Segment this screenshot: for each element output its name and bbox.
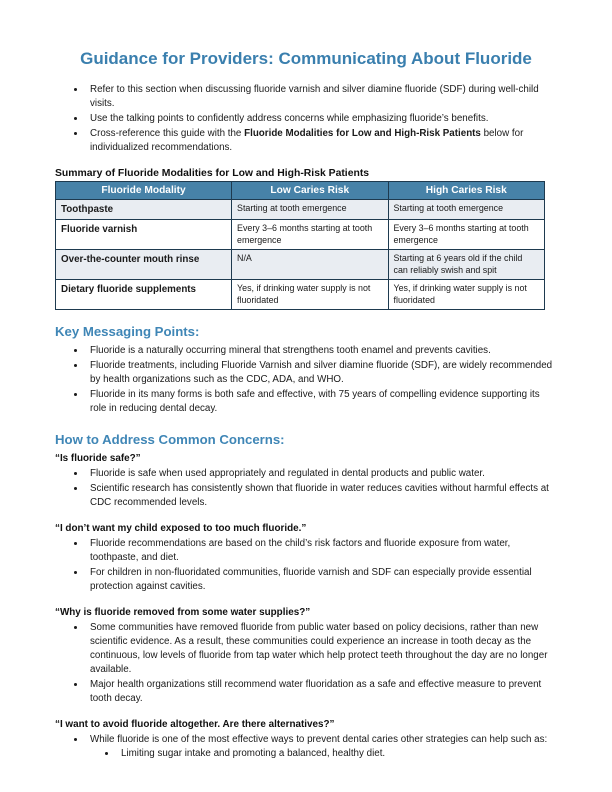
column-header-low-caries-risk: Low Caries Risk	[232, 182, 388, 200]
low-risk-cell: Every 3–6 months starting at tooth emergence	[232, 220, 388, 250]
concern-question: “Why is fluoride removed from some water supplies?”	[55, 606, 311, 618]
concern-answer-bullet: • For children in non-fluoridated communities, fluoride varnish and SDF can especially provide essential protection against cavities.	[86, 566, 557, 594]
concern-answer-text: While fluoride is one of the most effective ways to prevent dental caries other strategies can help such as:	[90, 733, 548, 745]
low-risk-cell: Starting at tooth emergence	[232, 200, 388, 220]
alternative-sub-bullet: • Limiting sugar intake and promoting a balanced, healthy diet.	[117, 747, 557, 761]
page-title: Guidance for Providers: Communicating About Fluoride	[80, 49, 532, 68]
key-messaging-bullet-list	[55, 344, 557, 416]
low-risk-cell: Yes, if drinking water supply is not fluoridated	[232, 280, 388, 310]
column-header-fluoride-modality: Fluoride Modality	[56, 182, 232, 200]
section-heading-key-messaging-points: Key Messaging Points:	[55, 324, 200, 340]
intro-bullet-text: Cross-reference this guide with the	[90, 128, 245, 140]
intro-bullet-text: below for individualized recommendations.	[90, 128, 524, 154]
concern-answer-bullet: • Scientific research has consistently shown that fluoride in water reduces cavities without harmful effects at CDC recommended levels.	[86, 482, 557, 510]
concern-answer-bullet: • Fluoride is safe when used appropriately and regulated in dental products and public water.	[86, 467, 557, 481]
concern-answer-bullet: • Some communities have removed fluoride from public water based on policy decisions, rather than new scientific evidence. As a result, these communities could experience an increase in tooth decay as the continuous, low levels of fluoride from tap water which help protect teeth throughout the day are no longer available.	[86, 621, 557, 677]
table-header-row	[56, 182, 545, 200]
table-row	[56, 200, 545, 220]
table-row	[56, 220, 545, 250]
high-risk-cell: Starting at tooth emergence	[388, 200, 545, 220]
intro-bullet: • Refer to this section when discussing fluoride varnish and silver diamine fluoride (SDF) during well-child visits.	[86, 83, 557, 111]
modality-cell: Dietary fluoride supplements	[56, 280, 232, 310]
concern-question: “I don’t want my child exposed to too much fluoride.”	[55, 522, 307, 534]
concern-question: “I want to avoid fluoride altogether. Are there alternatives?”	[55, 718, 335, 730]
fluoride-modalities-table	[55, 181, 545, 310]
cross-reference-emphasis: Fluoride Modalities for Low and High-Risk Patients	[244, 128, 481, 140]
column-header-high-caries-risk: High Caries Risk	[388, 182, 545, 200]
concern-answer-bullet	[86, 733, 557, 761]
concern-answer-list	[55, 537, 557, 594]
key-message-bullet: • Fluoride treatments, including Fluoride Varnish and silver diamine fluoride (SDF), are widely recommended by health organizations such as the CDC, ADA, and WHO.	[86, 359, 557, 387]
high-risk-cell: Yes, if drinking water supply is not fluoridated	[388, 280, 545, 310]
high-risk-cell: Every 3–6 months starting at tooth emergence	[388, 220, 545, 250]
intro-bullet: • Use the talking points to confidently address concerns while emphasizing fluoride’s benefits.	[86, 112, 557, 126]
alternatives-sub-list	[90, 747, 557, 761]
concern-question: “Is fluoride safe?”	[55, 452, 141, 464]
concern-answer-bullet: • Major health organizations still recommend water fluoridation as a safe and effective measure to prevent tooth decay.	[86, 678, 557, 706]
intro-bullet	[86, 127, 557, 155]
concern-answer-list	[55, 467, 557, 510]
section-heading-how-to-address-common-concerns: How to Address Common Concerns:	[55, 432, 285, 448]
table-row	[56, 280, 545, 310]
concern-answer-list	[55, 733, 557, 761]
table-row	[56, 250, 545, 280]
low-risk-cell: N/A	[232, 250, 388, 280]
concern-answer-list	[55, 621, 557, 706]
high-risk-cell: Starting at 6 years old if the child can reliably swish and spit	[388, 250, 545, 280]
table-caption: Summary of Fluoride Modalities for Low and High-Risk Patients	[55, 168, 370, 180]
key-message-bullet: • Fluoride is a naturally occurring mineral that strengthens tooth enamel and prevents cavities.	[86, 344, 557, 358]
concern-answer-bullet: • Fluoride recommendations are based on the child’s risk factors and fluoride exposure from water, toothpaste, and diet.	[86, 537, 557, 565]
key-message-bullet: • Fluoride in its many forms is both safe and effective, with 75 years of compelling evidence supporting its role in reducing dental decay.	[86, 388, 557, 416]
intro-bullet-list	[55, 83, 557, 155]
modality-cell: Over-the-counter mouth rinse	[56, 250, 232, 280]
modality-cell: Fluoride varnish	[56, 220, 232, 250]
modality-cell: Toothpaste	[56, 200, 232, 220]
